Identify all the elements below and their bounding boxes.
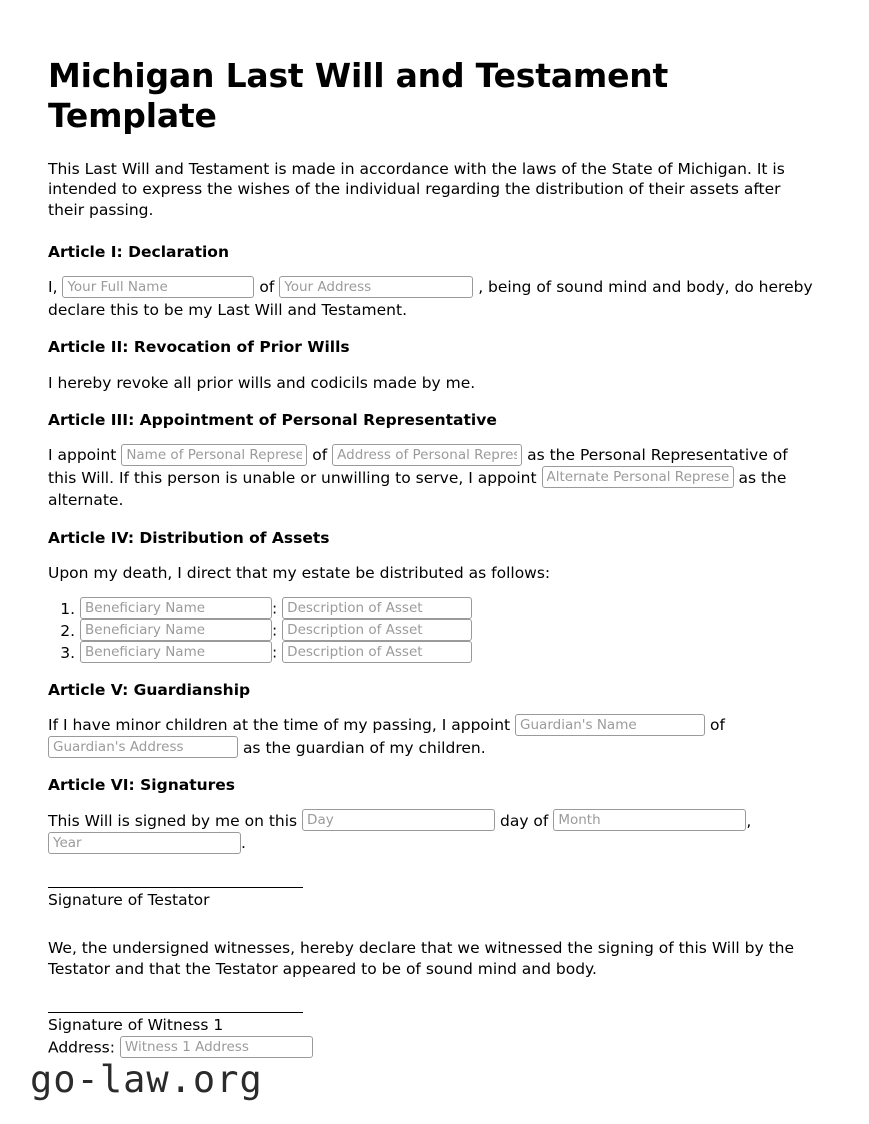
witness-1-signature-block bbox=[48, 1012, 820, 1059]
article-3-heading: Article III: Appointment of Personal Representative bbox=[48, 411, 497, 430]
article-1-text-between: of bbox=[259, 278, 275, 297]
article-5-heading: Article V: Guardianship bbox=[48, 681, 251, 700]
beneficiary-name-input-2[interactable] bbox=[80, 619, 272, 641]
day-input[interactable] bbox=[302, 809, 495, 831]
article-6-heading: Article VI: Signatures bbox=[48, 776, 236, 795]
article-6-text-day-month: day of bbox=[499, 811, 549, 830]
beneficiary-name-input-3[interactable] bbox=[80, 641, 272, 663]
witness-1-address-label: Address: bbox=[48, 1038, 115, 1057]
address-input[interactable] bbox=[279, 276, 473, 298]
article-4-lead-in: Upon my death, I direct that my estate be distributed as follows: bbox=[48, 563, 551, 582]
page-title: Michigan Last Will and Testament Template bbox=[48, 56, 669, 136]
article-1-heading: Article I: Declaration bbox=[48, 243, 229, 262]
alternate-personal-representative-input[interactable] bbox=[542, 466, 734, 488]
beneficiary-name-input-1[interactable] bbox=[80, 597, 272, 619]
year-input[interactable] bbox=[48, 832, 241, 854]
document-content bbox=[48, 56, 820, 1059]
distribution-list bbox=[48, 598, 820, 664]
article-5-text-between: of bbox=[709, 716, 725, 735]
article-6-text-before-day: This Will is signed by me on this bbox=[48, 811, 298, 830]
list-separator-1: : bbox=[272, 599, 278, 618]
site-watermark: go-law.org bbox=[30, 1058, 263, 1101]
article-5-body bbox=[48, 714, 820, 759]
article-1-text-before: I, bbox=[48, 278, 58, 297]
article-4-heading: Article IV: Distribution of Assets bbox=[48, 528, 330, 547]
article-1-body bbox=[48, 276, 820, 321]
article-6-signing-statement bbox=[48, 810, 820, 855]
full-name-input[interactable] bbox=[62, 276, 254, 298]
article-3-text-after: as the alternate. bbox=[48, 468, 787, 510]
list-item bbox=[80, 598, 820, 620]
witness-1-signature-line bbox=[48, 1012, 303, 1013]
article-3-text-between-1: of bbox=[312, 446, 328, 465]
article-1-text-after: , being of sound mind and body, do hereby declare this to be my Last Will and Testament. bbox=[48, 278, 813, 319]
list-separator-2: : bbox=[272, 621, 278, 640]
witness-declaration: We, the undersigned witnesses, hereby declare that we witnessed the signing of this Will by the Testator and that the Testator appeared to be of sound mind and body. bbox=[48, 939, 795, 979]
asset-description-input-1[interactable] bbox=[282, 597, 472, 619]
testator-signature-line bbox=[48, 887, 303, 888]
intro-paragraph: This Last Will and Testament is made in accordance with the laws of the State of Michigan. It is intended to express the wishes of the individual regarding the distribution of their assets after their passing. bbox=[48, 159, 785, 219]
article-5-text-before: If I have minor children at the time of my passing, I appoint bbox=[48, 716, 511, 735]
article-2-body: I hereby revoke all prior wills and codicils made by me. bbox=[48, 373, 476, 392]
article-3-body bbox=[48, 444, 820, 511]
testator-signature-block bbox=[48, 887, 820, 911]
list-item bbox=[80, 642, 820, 664]
month-input[interactable] bbox=[553, 809, 746, 831]
personal-representative-address-input[interactable] bbox=[332, 444, 522, 466]
article-2-heading: Article II: Revocation of Prior Wills bbox=[48, 338, 350, 357]
article-3-text-before: I appoint bbox=[48, 446, 117, 465]
article-6-period: . bbox=[241, 834, 246, 853]
guardian-address-input[interactable] bbox=[48, 736, 238, 758]
witness-1-address-row bbox=[48, 1037, 820, 1059]
personal-representative-name-input[interactable] bbox=[121, 444, 307, 466]
article-6-comma: , bbox=[746, 811, 752, 830]
guardian-name-input[interactable] bbox=[515, 714, 705, 736]
list-separator-3: : bbox=[272, 643, 278, 662]
witness-1-signature-label: Signature of Witness 1 bbox=[48, 1015, 224, 1034]
asset-description-input-3[interactable] bbox=[282, 641, 472, 663]
asset-description-input-2[interactable] bbox=[282, 619, 472, 641]
article-3-text-between-2: as the Personal Representative of this Will. If this person is unable or unwilling to serve, I appoint bbox=[48, 446, 788, 487]
witness-1-address-input[interactable] bbox=[120, 1036, 313, 1058]
testator-signature-label: Signature of Testator bbox=[48, 890, 210, 909]
list-item bbox=[80, 620, 820, 642]
article-5-text-after: as the guardian of my children. bbox=[242, 738, 486, 757]
